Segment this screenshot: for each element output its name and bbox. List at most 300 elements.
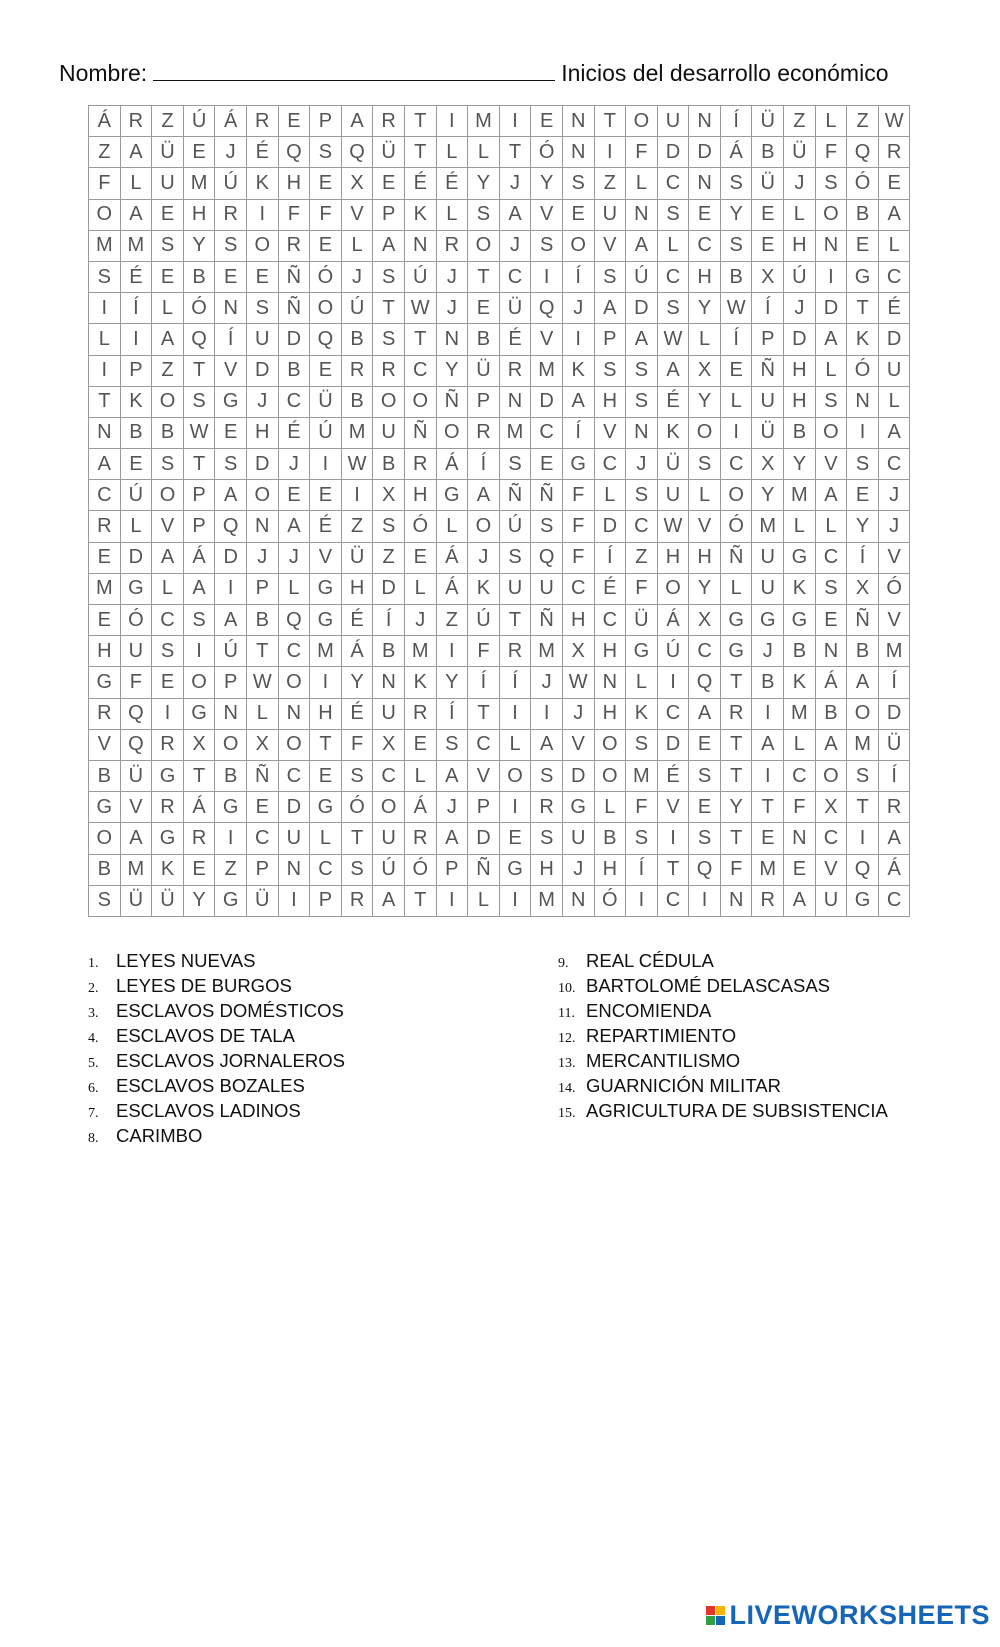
grid-cell[interactable]: S: [468, 199, 500, 230]
grid-cell[interactable]: P: [468, 386, 500, 417]
grid-cell[interactable]: R: [404, 823, 436, 854]
grid-cell[interactable]: R: [499, 355, 531, 386]
grid-cell[interactable]: V: [531, 199, 563, 230]
grid-cell[interactable]: G: [152, 823, 184, 854]
grid-cell[interactable]: Ñ: [278, 261, 310, 292]
grid-cell[interactable]: S: [720, 168, 752, 199]
grid-cell[interactable]: D: [120, 542, 152, 573]
grid-cell[interactable]: O: [152, 480, 184, 511]
grid-cell[interactable]: Á: [436, 542, 468, 573]
grid-cell[interactable]: J: [562, 293, 594, 324]
grid-cell[interactable]: C: [815, 823, 847, 854]
grid-cell[interactable]: T: [594, 106, 626, 137]
grid-cell[interactable]: T: [468, 261, 500, 292]
grid-cell[interactable]: E: [89, 605, 121, 636]
grid-cell[interactable]: U: [752, 573, 784, 604]
grid-cell[interactable]: T: [183, 449, 215, 480]
grid-cell[interactable]: S: [373, 511, 405, 542]
grid-cell[interactable]: B: [89, 760, 121, 791]
grid-cell[interactable]: Ü: [310, 386, 342, 417]
grid-cell[interactable]: X: [373, 480, 405, 511]
grid-cell[interactable]: Í: [594, 542, 626, 573]
grid-cell[interactable]: G: [310, 792, 342, 823]
grid-cell[interactable]: R: [531, 792, 563, 823]
grid-cell[interactable]: B: [183, 261, 215, 292]
grid-cell[interactable]: Ú: [657, 636, 689, 667]
grid-cell[interactable]: A: [89, 449, 121, 480]
grid-cell[interactable]: H: [183, 199, 215, 230]
grid-cell[interactable]: J: [246, 386, 278, 417]
grid-cell[interactable]: S: [246, 293, 278, 324]
grid-cell[interactable]: Í: [562, 261, 594, 292]
grid-cell[interactable]: Ú: [341, 293, 373, 324]
grid-cell[interactable]: W: [341, 449, 373, 480]
grid-cell[interactable]: Í: [720, 106, 752, 137]
grid-cell[interactable]: J: [468, 542, 500, 573]
grid-cell[interactable]: Y: [847, 511, 879, 542]
grid-cell[interactable]: A: [278, 511, 310, 542]
grid-cell[interactable]: Y: [183, 885, 215, 916]
grid-cell[interactable]: O: [720, 480, 752, 511]
grid-cell[interactable]: V: [310, 542, 342, 573]
grid-cell[interactable]: P: [120, 355, 152, 386]
grid-cell[interactable]: O: [594, 729, 626, 760]
grid-cell[interactable]: M: [183, 168, 215, 199]
grid-cell[interactable]: H: [404, 480, 436, 511]
grid-cell[interactable]: P: [310, 885, 342, 916]
grid-cell[interactable]: C: [878, 449, 910, 480]
grid-cell[interactable]: N: [815, 230, 847, 261]
grid-cell[interactable]: U: [499, 573, 531, 604]
grid-cell[interactable]: O: [815, 199, 847, 230]
grid-cell[interactable]: B: [341, 324, 373, 355]
grid-cell[interactable]: Q: [310, 324, 342, 355]
grid-cell[interactable]: U: [562, 823, 594, 854]
grid-cell[interactable]: F: [626, 792, 658, 823]
grid-cell[interactable]: H: [531, 854, 563, 885]
grid-cell[interactable]: S: [183, 386, 215, 417]
grid-cell[interactable]: L: [594, 792, 626, 823]
grid-cell[interactable]: V: [689, 511, 721, 542]
grid-cell[interactable]: A: [878, 199, 910, 230]
grid-cell[interactable]: L: [878, 230, 910, 261]
grid-cell[interactable]: N: [404, 230, 436, 261]
grid-cell[interactable]: G: [847, 261, 879, 292]
grid-cell[interactable]: R: [752, 885, 784, 916]
grid-cell[interactable]: E: [752, 823, 784, 854]
grid-cell[interactable]: V: [878, 605, 910, 636]
grid-cell[interactable]: J: [404, 605, 436, 636]
grid-cell[interactable]: T: [499, 137, 531, 168]
grid-cell[interactable]: L: [689, 480, 721, 511]
grid-cell[interactable]: L: [720, 573, 752, 604]
grid-cell[interactable]: V: [815, 854, 847, 885]
grid-cell[interactable]: M: [784, 698, 816, 729]
grid-cell[interactable]: C: [373, 760, 405, 791]
grid-cell[interactable]: S: [215, 230, 247, 261]
grid-cell[interactable]: R: [404, 449, 436, 480]
grid-cell[interactable]: T: [183, 355, 215, 386]
grid-cell[interactable]: O: [183, 667, 215, 698]
grid-cell[interactable]: B: [215, 760, 247, 791]
grid-cell[interactable]: M: [878, 636, 910, 667]
grid-cell[interactable]: H: [246, 417, 278, 448]
grid-cell[interactable]: O: [89, 199, 121, 230]
grid-cell[interactable]: T: [847, 293, 879, 324]
grid-cell[interactable]: W: [657, 511, 689, 542]
grid-cell[interactable]: Ü: [341, 542, 373, 573]
grid-cell[interactable]: D: [878, 324, 910, 355]
grid-cell[interactable]: I: [531, 261, 563, 292]
grid-cell[interactable]: S: [689, 449, 721, 480]
grid-cell[interactable]: É: [436, 168, 468, 199]
grid-cell[interactable]: I: [499, 792, 531, 823]
grid-cell[interactable]: O: [499, 760, 531, 791]
grid-cell[interactable]: F: [562, 511, 594, 542]
grid-cell[interactable]: H: [689, 542, 721, 573]
grid-cell[interactable]: A: [120, 823, 152, 854]
grid-cell[interactable]: C: [815, 542, 847, 573]
grid-cell[interactable]: I: [815, 261, 847, 292]
grid-cell[interactable]: C: [594, 449, 626, 480]
grid-cell[interactable]: U: [594, 199, 626, 230]
grid-cell[interactable]: V: [594, 230, 626, 261]
grid-cell[interactable]: P: [436, 854, 468, 885]
grid-cell[interactable]: N: [373, 667, 405, 698]
grid-cell[interactable]: A: [815, 729, 847, 760]
grid-cell[interactable]: E: [689, 199, 721, 230]
grid-cell[interactable]: Í: [720, 324, 752, 355]
grid-cell[interactable]: R: [341, 885, 373, 916]
grid-cell[interactable]: Á: [436, 449, 468, 480]
grid-cell[interactable]: O: [689, 417, 721, 448]
grid-cell[interactable]: E: [689, 729, 721, 760]
grid-cell[interactable]: S: [626, 355, 658, 386]
grid-cell[interactable]: L: [404, 573, 436, 604]
grid-cell[interactable]: Ü: [784, 137, 816, 168]
grid-cell[interactable]: S: [499, 449, 531, 480]
grid-cell[interactable]: C: [878, 261, 910, 292]
grid-cell[interactable]: N: [784, 823, 816, 854]
grid-cell[interactable]: O: [215, 729, 247, 760]
grid-cell[interactable]: T: [720, 760, 752, 791]
grid-cell[interactable]: I: [310, 449, 342, 480]
grid-cell[interactable]: O: [310, 293, 342, 324]
grid-cell[interactable]: J: [436, 792, 468, 823]
grid-cell[interactable]: U: [152, 168, 184, 199]
grid-cell[interactable]: J: [215, 137, 247, 168]
grid-cell[interactable]: Y: [689, 573, 721, 604]
grid-cell[interactable]: L: [468, 885, 500, 916]
grid-cell[interactable]: C: [689, 230, 721, 261]
grid-cell[interactable]: G: [784, 605, 816, 636]
grid-cell[interactable]: Ñ: [436, 386, 468, 417]
grid-cell[interactable]: Z: [626, 542, 658, 573]
grid-cell[interactable]: M: [752, 511, 784, 542]
grid-cell[interactable]: G: [720, 605, 752, 636]
grid-cell[interactable]: M: [784, 480, 816, 511]
grid-cell[interactable]: P: [183, 480, 215, 511]
grid-cell[interactable]: Í: [626, 854, 658, 885]
grid-cell[interactable]: A: [215, 480, 247, 511]
grid-cell[interactable]: A: [689, 698, 721, 729]
grid-cell[interactable]: J: [436, 293, 468, 324]
grid-cell[interactable]: Ü: [152, 137, 184, 168]
grid-cell[interactable]: A: [215, 605, 247, 636]
grid-cell[interactable]: T: [657, 854, 689, 885]
grid-cell[interactable]: J: [278, 449, 310, 480]
grid-cell[interactable]: Ü: [752, 417, 784, 448]
grid-cell[interactable]: A: [878, 417, 910, 448]
grid-cell[interactable]: M: [499, 417, 531, 448]
grid-cell[interactable]: A: [626, 230, 658, 261]
grid-cell[interactable]: S: [594, 355, 626, 386]
grid-cell[interactable]: B: [341, 386, 373, 417]
grid-cell[interactable]: E: [310, 355, 342, 386]
grid-cell[interactable]: X: [689, 605, 721, 636]
grid-cell[interactable]: Ú: [120, 480, 152, 511]
grid-cell[interactable]: R: [373, 106, 405, 137]
grid-cell[interactable]: Í: [847, 542, 879, 573]
grid-cell[interactable]: Á: [341, 636, 373, 667]
grid-cell[interactable]: Q: [120, 698, 152, 729]
grid-cell[interactable]: E: [278, 480, 310, 511]
grid-cell[interactable]: E: [689, 792, 721, 823]
grid-cell[interactable]: I: [752, 760, 784, 791]
grid-cell[interactable]: S: [531, 511, 563, 542]
grid-cell[interactable]: R: [183, 823, 215, 854]
grid-cell[interactable]: Ú: [468, 605, 500, 636]
grid-cell[interactable]: L: [594, 480, 626, 511]
grid-cell[interactable]: Á: [657, 605, 689, 636]
grid-cell[interactable]: D: [373, 573, 405, 604]
grid-cell[interactable]: E: [373, 168, 405, 199]
grid-cell[interactable]: T: [468, 698, 500, 729]
grid-cell[interactable]: E: [215, 261, 247, 292]
grid-cell[interactable]: U: [752, 542, 784, 573]
grid-cell[interactable]: I: [499, 885, 531, 916]
grid-cell[interactable]: D: [468, 823, 500, 854]
grid-cell[interactable]: W: [562, 667, 594, 698]
grid-cell[interactable]: A: [436, 823, 468, 854]
grid-cell[interactable]: V: [468, 760, 500, 791]
grid-cell[interactable]: P: [183, 511, 215, 542]
grid-cell[interactable]: I: [278, 885, 310, 916]
grid-cell[interactable]: O: [815, 760, 847, 791]
grid-cell[interactable]: Ü: [499, 293, 531, 324]
grid-cell[interactable]: Y: [752, 480, 784, 511]
grid-cell[interactable]: C: [878, 885, 910, 916]
grid-cell[interactable]: S: [847, 760, 879, 791]
grid-cell[interactable]: A: [373, 885, 405, 916]
grid-cell[interactable]: B: [152, 417, 184, 448]
grid-cell[interactable]: S: [689, 823, 721, 854]
grid-cell[interactable]: I: [689, 885, 721, 916]
grid-cell[interactable]: I: [183, 636, 215, 667]
grid-cell[interactable]: H: [89, 636, 121, 667]
grid-cell[interactable]: I: [120, 324, 152, 355]
grid-cell[interactable]: F: [626, 573, 658, 604]
grid-cell[interactable]: Ó: [404, 511, 436, 542]
grid-cell[interactable]: E: [468, 293, 500, 324]
grid-cell[interactable]: O: [436, 417, 468, 448]
grid-cell[interactable]: J: [562, 698, 594, 729]
grid-cell[interactable]: V: [815, 449, 847, 480]
grid-cell[interactable]: E: [784, 854, 816, 885]
grid-cell[interactable]: J: [278, 542, 310, 573]
grid-cell[interactable]: S: [815, 573, 847, 604]
grid-cell[interactable]: L: [278, 573, 310, 604]
grid-cell[interactable]: Y: [689, 293, 721, 324]
grid-cell[interactable]: G: [562, 449, 594, 480]
grid-cell[interactable]: L: [436, 199, 468, 230]
grid-cell[interactable]: S: [626, 480, 658, 511]
grid-cell[interactable]: U: [657, 480, 689, 511]
grid-cell[interactable]: K: [404, 667, 436, 698]
grid-cell[interactable]: E: [152, 667, 184, 698]
grid-cell[interactable]: P: [752, 324, 784, 355]
grid-cell[interactable]: G: [183, 698, 215, 729]
grid-cell[interactable]: U: [373, 698, 405, 729]
grid-cell[interactable]: K: [626, 698, 658, 729]
grid-cell[interactable]: S: [531, 230, 563, 261]
grid-cell[interactable]: S: [657, 293, 689, 324]
grid-cell[interactable]: N: [626, 417, 658, 448]
grid-cell[interactable]: Y: [784, 449, 816, 480]
grid-cell[interactable]: L: [784, 199, 816, 230]
grid-cell[interactable]: T: [310, 729, 342, 760]
grid-cell[interactable]: E: [562, 199, 594, 230]
grid-cell[interactable]: N: [562, 885, 594, 916]
grid-cell[interactable]: E: [878, 168, 910, 199]
grid-cell[interactable]: V: [89, 729, 121, 760]
grid-cell[interactable]: N: [720, 885, 752, 916]
grid-cell[interactable]: I: [594, 137, 626, 168]
grid-cell[interactable]: J: [341, 261, 373, 292]
grid-cell[interactable]: Ü: [120, 760, 152, 791]
grid-cell[interactable]: A: [815, 480, 847, 511]
grid-cell[interactable]: L: [815, 106, 847, 137]
grid-cell[interactable]: Y: [720, 199, 752, 230]
grid-cell[interactable]: X: [341, 168, 373, 199]
grid-cell[interactable]: E: [720, 355, 752, 386]
grid-cell[interactable]: H: [562, 605, 594, 636]
grid-cell[interactable]: G: [120, 573, 152, 604]
grid-cell[interactable]: J: [878, 511, 910, 542]
grid-cell[interactable]: Ú: [626, 261, 658, 292]
grid-cell[interactable]: Ü: [752, 106, 784, 137]
grid-cell[interactable]: C: [499, 261, 531, 292]
grid-cell[interactable]: Ó: [531, 137, 563, 168]
grid-cell[interactable]: A: [183, 573, 215, 604]
grid-cell[interactable]: Z: [89, 137, 121, 168]
grid-cell[interactable]: M: [531, 885, 563, 916]
grid-cell[interactable]: V: [657, 792, 689, 823]
grid-cell[interactable]: H: [657, 542, 689, 573]
grid-cell[interactable]: I: [341, 480, 373, 511]
grid-cell[interactable]: H: [594, 698, 626, 729]
grid-cell[interactable]: V: [152, 511, 184, 542]
grid-cell[interactable]: I: [847, 417, 879, 448]
grid-cell[interactable]: É: [341, 605, 373, 636]
grid-cell[interactable]: P: [310, 106, 342, 137]
grid-cell[interactable]: N: [278, 854, 310, 885]
grid-cell[interactable]: Q: [689, 854, 721, 885]
grid-cell[interactable]: K: [120, 386, 152, 417]
grid-cell[interactable]: S: [720, 230, 752, 261]
grid-cell[interactable]: S: [531, 760, 563, 791]
grid-cell[interactable]: I: [89, 293, 121, 324]
grid-cell[interactable]: Í: [215, 324, 247, 355]
grid-cell[interactable]: M: [752, 854, 784, 885]
grid-cell[interactable]: I: [499, 698, 531, 729]
grid-cell[interactable]: Ñ: [404, 417, 436, 448]
grid-cell[interactable]: Í: [373, 605, 405, 636]
grid-cell[interactable]: P: [373, 199, 405, 230]
grid-cell[interactable]: Ü: [246, 885, 278, 916]
grid-cell[interactable]: N: [215, 293, 247, 324]
grid-cell[interactable]: I: [847, 823, 879, 854]
grid-cell[interactable]: L: [341, 230, 373, 261]
grid-cell[interactable]: C: [689, 636, 721, 667]
grid-cell[interactable]: X: [246, 729, 278, 760]
grid-cell[interactable]: Ú: [215, 168, 247, 199]
grid-cell[interactable]: O: [373, 386, 405, 417]
grid-cell[interactable]: H: [784, 230, 816, 261]
grid-cell[interactable]: X: [373, 729, 405, 760]
grid-cell[interactable]: Í: [878, 667, 910, 698]
grid-cell[interactable]: I: [436, 636, 468, 667]
grid-cell[interactable]: S: [152, 230, 184, 261]
grid-cell[interactable]: I: [215, 823, 247, 854]
grid-cell[interactable]: I: [152, 698, 184, 729]
grid-cell[interactable]: C: [278, 760, 310, 791]
grid-cell[interactable]: É: [120, 261, 152, 292]
grid-cell[interactable]: C: [468, 729, 500, 760]
grid-cell[interactable]: O: [626, 106, 658, 137]
grid-cell[interactable]: E: [278, 106, 310, 137]
grid-cell[interactable]: E: [183, 854, 215, 885]
grid-cell[interactable]: B: [373, 449, 405, 480]
grid-cell[interactable]: I: [752, 698, 784, 729]
grid-cell[interactable]: E: [215, 417, 247, 448]
grid-cell[interactable]: S: [341, 760, 373, 791]
grid-cell[interactable]: G: [499, 854, 531, 885]
grid-cell[interactable]: L: [689, 324, 721, 355]
grid-cell[interactable]: W: [878, 106, 910, 137]
grid-cell[interactable]: M: [120, 230, 152, 261]
grid-cell[interactable]: C: [594, 605, 626, 636]
grid-cell[interactable]: U: [373, 823, 405, 854]
grid-cell[interactable]: L: [878, 386, 910, 417]
grid-cell[interactable]: U: [657, 106, 689, 137]
grid-cell[interactable]: Y: [468, 168, 500, 199]
grid-cell[interactable]: É: [499, 324, 531, 355]
grid-cell[interactable]: J: [499, 230, 531, 261]
grid-cell[interactable]: J: [499, 168, 531, 199]
grid-cell[interactable]: X: [847, 573, 879, 604]
grid-cell[interactable]: L: [436, 511, 468, 542]
grid-cell[interactable]: P: [594, 324, 626, 355]
grid-cell[interactable]: N: [626, 199, 658, 230]
grid-cell[interactable]: R: [468, 417, 500, 448]
grid-cell[interactable]: J: [246, 542, 278, 573]
grid-cell[interactable]: Z: [152, 106, 184, 137]
grid-cell[interactable]: I: [436, 885, 468, 916]
grid-cell[interactable]: Ü: [468, 355, 500, 386]
grid-cell[interactable]: L: [784, 511, 816, 542]
grid-cell[interactable]: A: [341, 106, 373, 137]
